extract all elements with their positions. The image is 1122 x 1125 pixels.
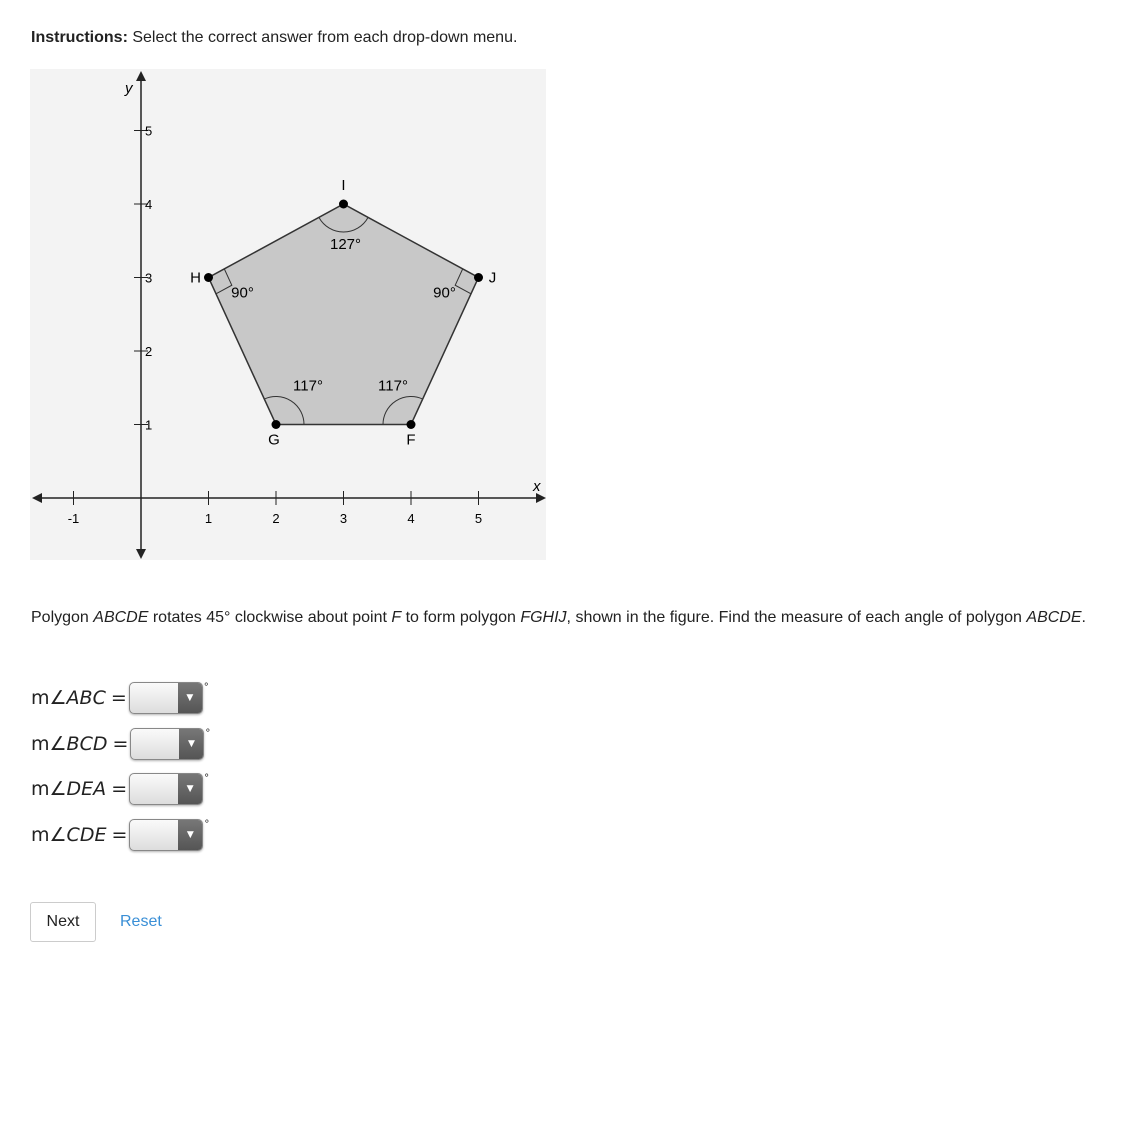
angle-question-bcd bbox=[31, 728, 210, 760]
vertex-label-f: F bbox=[406, 431, 416, 449]
angle-question-cde bbox=[31, 819, 209, 851]
equals-sign: = bbox=[111, 823, 128, 846]
reset-link[interactable]: Reset bbox=[120, 913, 162, 930]
degree-symbol: ° bbox=[203, 682, 209, 693]
vertex-point-h bbox=[204, 273, 213, 282]
chevron-down-icon[interactable]: ▼ bbox=[178, 774, 202, 804]
y-tick-label: 1 bbox=[145, 417, 153, 433]
x-tick-label: 1 bbox=[204, 511, 213, 526]
chevron-down-icon[interactable]: ▼ bbox=[178, 683, 202, 713]
y-axis-arrow-down bbox=[136, 549, 146, 559]
x-tick-label: 3 bbox=[339, 511, 348, 526]
vertex-point-i bbox=[339, 200, 348, 209]
dropdown-value bbox=[130, 774, 178, 804]
instructions bbox=[31, 29, 517, 47]
y-axis-label: y bbox=[125, 80, 133, 97]
angle-dropdown[interactable] bbox=[129, 819, 203, 851]
vertex-label-h: H bbox=[190, 269, 201, 287]
question-prompt: Polygon ABCDE rotates 45° clockwise about point F to form polygon FGHIJ, shown in the figure. Find the measure of each angle of polygon ABCDE. bbox=[31, 609, 1086, 626]
angle-dropdown[interactable] bbox=[130, 728, 204, 760]
vertex-label-g: G bbox=[268, 431, 280, 449]
angle-measure-label: 117° bbox=[293, 377, 323, 395]
y-tick-label: 2 bbox=[145, 344, 153, 359]
y-tick-label: 5 bbox=[145, 123, 153, 139]
angle-label: m∠BCD bbox=[31, 732, 108, 755]
dropdown-value bbox=[130, 683, 178, 713]
angle-measure-label: 90° bbox=[433, 284, 456, 302]
angle-question-dea bbox=[31, 773, 209, 805]
y-axis-arrow-up bbox=[136, 71, 146, 81]
next-button[interactable]: Next bbox=[30, 902, 96, 942]
vertex-label-i: I bbox=[341, 177, 346, 194]
x-tick-label: -1 bbox=[67, 511, 80, 526]
vertex-point-j bbox=[474, 273, 483, 282]
chevron-down-icon[interactable]: ▼ bbox=[179, 729, 203, 759]
y-tick-label: 4 bbox=[145, 197, 153, 212]
angle-label: m∠DEA bbox=[31, 778, 107, 800]
angle-measure-label: 127° bbox=[329, 236, 362, 253]
vertex-point-g bbox=[272, 420, 281, 429]
degree-symbol: ° bbox=[204, 773, 210, 784]
angle-dropdown[interactable] bbox=[129, 682, 203, 714]
angle-measure-label: 90° bbox=[231, 284, 254, 302]
x-tick-label: 4 bbox=[407, 511, 415, 526]
y-tick-label: 3 bbox=[145, 270, 153, 286]
angle-dropdown[interactable] bbox=[129, 773, 203, 805]
equals-sign: = bbox=[111, 778, 128, 800]
vertex-label-j: J bbox=[488, 269, 497, 287]
chevron-down-icon[interactable]: ▼ bbox=[178, 820, 202, 850]
dropdown-value bbox=[131, 729, 179, 759]
instructions-text: Select the correct answer from each drop-down menu. bbox=[132, 29, 518, 46]
angle-label: m∠ABC bbox=[31, 687, 106, 709]
x-tick-label: 2 bbox=[272, 511, 280, 526]
equals-sign: = bbox=[112, 732, 129, 755]
angle-measure-label: 117° bbox=[378, 377, 408, 395]
angle-label: m∠CDE bbox=[31, 823, 107, 846]
dropdown-value bbox=[130, 820, 178, 850]
instructions-label: Instructions: bbox=[31, 29, 128, 46]
x-axis-label: x bbox=[533, 478, 541, 495]
degree-symbol: ° bbox=[204, 818, 210, 830]
vertex-point-f bbox=[407, 420, 416, 429]
x-tick-label: 5 bbox=[474, 511, 483, 526]
coordinate-graph bbox=[30, 69, 546, 560]
degree-symbol: ° bbox=[205, 727, 211, 739]
angle-question-abc bbox=[31, 682, 209, 714]
equals-sign: = bbox=[110, 687, 127, 709]
x-axis-arrow-left bbox=[32, 493, 42, 503]
